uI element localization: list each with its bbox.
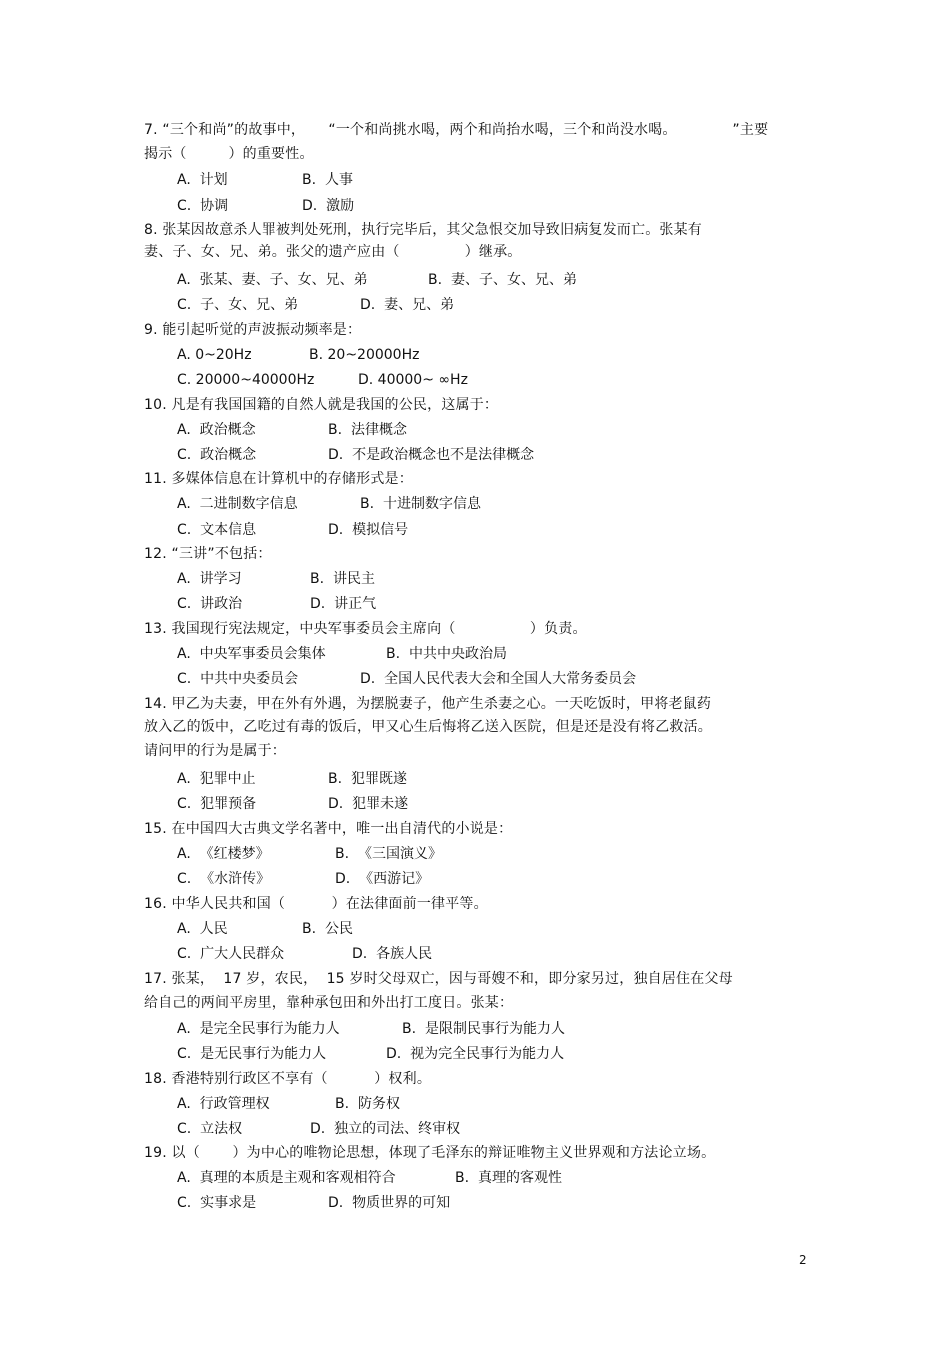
question-10-line-1: 10. 凡是有我国国籍的自然人就是我国的公民，这属于： xyxy=(144,397,499,413)
question-10-option-d: D. 不是政治概念也不是法律概念 xyxy=(328,447,535,463)
question-8-line-2: 妻、子、女、兄、弟。张父的遗产应由（ ）继承。 xyxy=(144,244,522,260)
question-8-option-d: D. 妻、兄、弟 xyxy=(360,297,455,313)
question-7-line-2: 揭示（ ）的重要性。 xyxy=(144,146,314,162)
question-17-option-c: C. 是无民事行为能力人 xyxy=(177,1046,327,1062)
question-14-option-c: C. 犯罪预备 xyxy=(177,796,257,812)
question-17-option-a: A. 是完全民事行为能力人 xyxy=(177,1021,340,1037)
question-8-option-c: C. 子、女、兄、弟 xyxy=(177,297,299,313)
question-13-line-1: 13. 我国现行宪法规定，中央军事委员会主席向（ ）负责。 xyxy=(144,621,587,637)
question-13-option-b: B. 中共中央政治局 xyxy=(386,646,507,662)
question-17-line-1: 17. 张某， 17 岁，农民， 15 岁时父母双亡，因与哥嫂不和，即分家另过，独自居住在父母 xyxy=(144,971,733,987)
question-16-option-c: C. 广大人民群众 xyxy=(177,946,285,962)
question-11-option-a: A. 二进制数字信息 xyxy=(177,496,298,512)
question-15-line-1: 15. 在中国四大古典文学名著中，唯一出自清代的小说是： xyxy=(144,821,513,837)
question-16-option-d: D. 各族人民 xyxy=(352,946,433,962)
question-10-option-b: B. 法律概念 xyxy=(328,422,407,438)
question-8-option-b: B. 妻、子、女、兄、弟 xyxy=(428,272,577,288)
question-8-option-a: A. 张某、妻、子、女、兄、弟 xyxy=(177,272,368,288)
question-9-line-1: 9. 能引起听觉的声波振动频率是： xyxy=(144,322,362,338)
question-14-option-d: D. 犯罪未遂 xyxy=(328,796,409,812)
question-10-option-a: A. 政治概念 xyxy=(177,422,256,438)
question-14-option-a: A. 犯罪中止 xyxy=(177,771,256,787)
question-18-option-c: C. 立法权 xyxy=(177,1121,243,1137)
question-14-line-3: 请问甲的行为是属于： xyxy=(144,743,286,759)
question-15-option-d: D. 《西游记》 xyxy=(335,871,430,887)
question-9-option-b: B. 20~20000Hz xyxy=(309,347,420,363)
question-14-line-1: 14. 甲乙为夫妻，甲在外有外遇，为摆脱妻子，他产生杀妻之心。一天吃饭时，甲将老鼠药 xyxy=(144,696,712,712)
question-7-option-d: D. 激励 xyxy=(302,198,355,214)
question-7-option-b: B. 人事 xyxy=(302,172,353,188)
question-11-option-c: C. 文本信息 xyxy=(177,522,257,538)
page-number: 2 xyxy=(799,1253,807,1267)
question-18-option-b: B. 防务权 xyxy=(335,1096,400,1112)
question-11-line-1: 11. 多媒体信息在计算机中的存储形式是： xyxy=(144,471,413,487)
question-19-option-d: D. 物质世界的可知 xyxy=(328,1195,451,1211)
question-13-option-c: C. 中共中央委员会 xyxy=(177,671,299,687)
question-16-option-a: A. 人民 xyxy=(177,921,228,937)
question-9-option-a: A. 0~20Hz xyxy=(177,347,252,363)
question-12-option-d: D. 讲正气 xyxy=(310,596,377,612)
question-15-option-a: A. 《红楼梦》 xyxy=(177,846,270,862)
question-14-line-2: 放入乙的饭中，乙吃过有毒的饭后，甲又心生后悔将乙送入医院，但是还是没有将乙救活。 xyxy=(144,719,712,735)
question-18-option-a: A. 行政管理权 xyxy=(177,1096,270,1112)
question-11-option-b: B. 十进制数字信息 xyxy=(360,496,481,512)
question-17-option-d: D. 视为完全民事行为能力人 xyxy=(386,1046,565,1062)
question-17-line-2: 给自己的两间平房里，靠种承包田和外出打工度日。张某： xyxy=(144,995,514,1011)
question-17-option-b: B. 是限制民事行为能力人 xyxy=(402,1021,565,1037)
question-19-line-1: 19. 以（ ）为中心的唯物论思想，体现了毛泽东的辩证唯物主义世界观和方法论立场。 xyxy=(144,1145,716,1161)
question-7-option-a: A. 计划 xyxy=(177,172,228,188)
question-13-option-d: D. 全国人民代表大会和全国人大常务委员会 xyxy=(360,671,637,687)
question-11-option-d: D. 模拟信号 xyxy=(328,522,409,538)
question-7-option-c: C. 协调 xyxy=(177,198,229,214)
question-18-option-d: D. 独立的司法、终审权 xyxy=(310,1121,461,1137)
question-12-line-1: 12. “三讲”不包括： xyxy=(144,546,272,562)
question-9-option-d: D. 40000~ ∞Hz xyxy=(358,372,468,388)
question-12-option-c: C. 讲政治 xyxy=(177,596,243,612)
question-15-option-c: C. 《水浒传》 xyxy=(177,871,271,887)
question-8-line-1: 8. 张某因故意杀人罪被判处死刑，执行完毕后，其父急恨交加导致旧病复发而亡。张某有 xyxy=(144,222,703,238)
question-19-option-b: B. 真理的客观性 xyxy=(455,1170,562,1186)
question-14-option-b: B. 犯罪既遂 xyxy=(328,771,407,787)
question-19-option-a: A. 真理的本质是主观和客观相符合 xyxy=(177,1170,396,1186)
question-9-option-c: C. 20000~40000Hz xyxy=(177,372,315,388)
question-19-option-c: C. 实事求是 xyxy=(177,1195,257,1211)
question-18-line-1: 18. 香港特别行政区不享有（ ）权利。 xyxy=(144,1071,432,1087)
question-10-option-c: C. 政治概念 xyxy=(177,447,257,463)
question-16-line-1: 16. 中华人民共和国（ ）在法律面前一律平等。 xyxy=(144,896,488,912)
question-12-option-a: A. 讲学习 xyxy=(177,571,242,587)
question-16-option-b: B. 公民 xyxy=(302,921,353,937)
question-7-line-1: 7. “三个和尚”的故事中， “一个和尚挑水喝，两个和尚抬水喝，三个和尚没水喝。 ”主要 xyxy=(144,122,769,138)
question-15-option-b: B. 《三国演义》 xyxy=(335,846,442,862)
question-12-option-b: B. 讲民主 xyxy=(310,571,375,587)
question-13-option-a: A. 中央军事委员会集体 xyxy=(177,646,326,662)
